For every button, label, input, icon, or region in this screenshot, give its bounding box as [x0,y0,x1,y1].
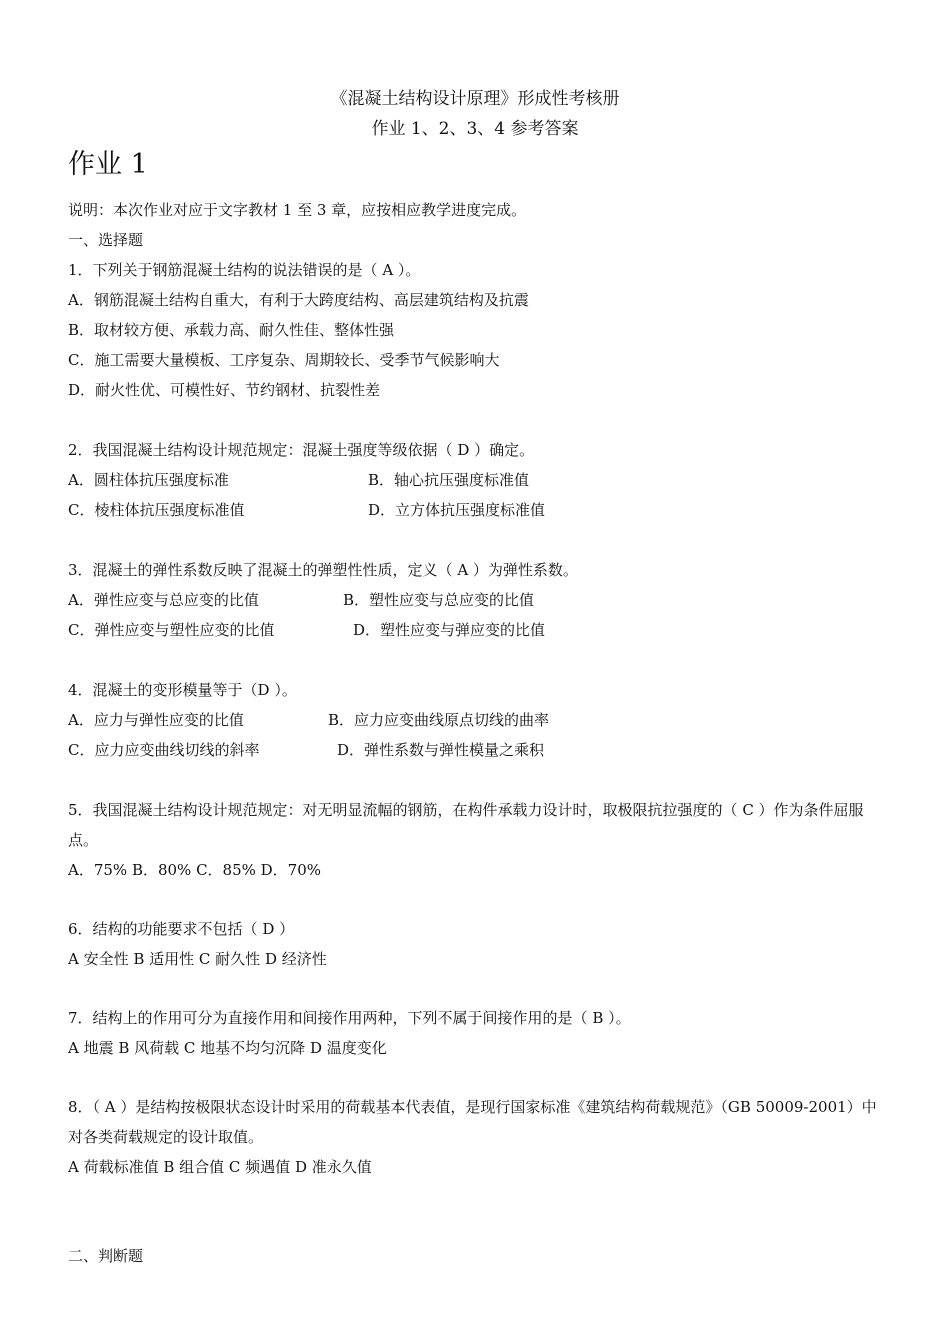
question-6-options: A 安全性 B 适用性 C 耐久性 D 经济性 [68,950,327,968]
question-1-option-b: B．取材较方便、承载力高、耐久性佳、整体性强 [68,321,395,339]
question-1-option-c: C．施工需要大量模板、工序复杂、周期较长、受季节气候影响大 [68,351,500,369]
question-8-stem: 8．（ A ）是结构按极限状态设计时采用的荷载基本代表值，是现行国家标准《建筑结构荷载规范》（GB 50009-2001）中对各类荷载规定的设计取值。 [68,1098,877,1146]
question-2-option-c: C．棱柱体抗压强度标准值 [68,501,245,519]
question-8-options: A 荷载标准值 B 组合值 C 频遇值 D 准永久值 [68,1158,372,1176]
question-1-option-a: A．钢筋混凝土结构自重大，有利于大跨度结构、高层建筑结构及抗震 [68,291,529,309]
question-1-stem: 1．下列关于钢筋混凝土结构的说法错误的是（ A ）。 [68,261,421,279]
document-title: 《混凝土结构设计原理》形成性考核册 [330,89,620,109]
question-7-stem: 7．结构上的作用可分为直接作用和间接作用两种，下列不属于间接作用的是（ B ）。 [68,1009,631,1027]
question-2-option-b: B．轴心抗压强度标准值 [368,471,530,489]
question-2-option-d: D．立方体抗压强度标准值 [368,501,546,519]
question-4-option-c: C．应力应变曲线切线的斜率 [68,741,260,759]
question-3-option-d: D．塑性应变与弹应变的比值 [353,621,546,639]
question-3-option-b: B．塑性应变与总应变的比值 [343,591,535,609]
question-3-option-c: C．弹性应变与塑性应变的比值 [68,621,275,639]
assignment-heading: 作业 1 [68,149,148,180]
question-6-stem: 6．结构的功能要求不包括（ D ） [68,920,295,938]
question-4-option-a: A．应力与弹性应变的比值 [68,711,244,729]
document-subtitle: 作业 1、2、3、4 参考答案 [371,119,579,139]
question-2-stem: 2．我国混凝土结构设计规范规定：混凝土强度等级依据（ D ）确定。 [68,441,535,459]
question-4-option-d: D．弹性系数与弹性模量之乘积 [337,741,545,759]
section-title-choice: 一、选择题 [68,231,144,249]
question-4-option-b: B．应力应变曲线原点切线的曲率 [328,711,550,729]
question-3-stem: 3．混凝土的弹性系数反映了混凝土的弹塑性性质，定义（ A ）为弹性系数。 [68,561,578,579]
section-title-judgement: 二、判断题 [68,1247,144,1265]
question-2-option-a: A．圆柱体抗压强度标准 [68,471,229,489]
question-4-stem: 4．混凝土的变形模量等于（D ）。 [68,681,297,699]
instruction-note: 说明：本次作业对应于文字教材 1 至 3 章，应按相应教学进度完成。 [68,201,527,219]
question-5-stem: 5．我国混凝土结构设计规范规定：对无明显流幅的钢筋，在构件承载力设计时，取极限抗拉强度的（ C ）作为条件屈服点。 [68,801,864,849]
question-7-options: A 地震 B 风荷载 C 地基不均匀沉降 D 温度变化 [68,1039,387,1057]
question-1-option-d: D．耐火性优、可模性好、节约钢材、抗裂性差 [68,381,381,399]
question-5-options: A．75% B．80% C．85% D．70% [68,861,322,879]
question-3-option-a: A．弹性应变与总应变的比值 [68,591,259,609]
